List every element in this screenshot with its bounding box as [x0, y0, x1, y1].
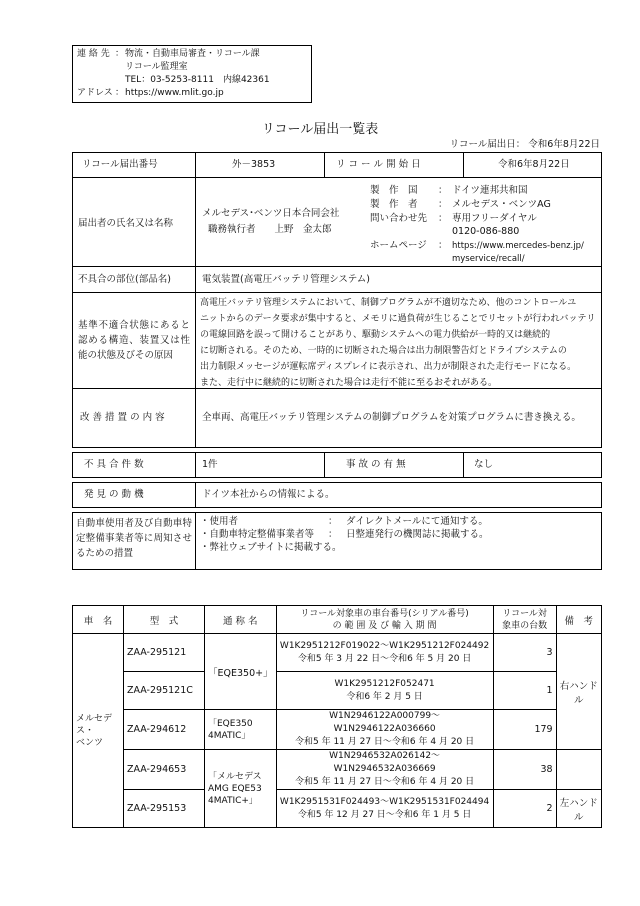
contact-tel: TEL：03-5253-8111 内線42361	[125, 75, 270, 85]
contact-dept2: リコール監理室	[125, 62, 188, 72]
part-label: 不具合の部位(部品名)	[78, 274, 171, 285]
table-row: ZAA-294653 「メルセデスAMG EQE53 4MATIC+」 W1N2946532A026142～W1N2946532A036669 令和5 年 11 月 27 日～令和6 年 4 月 20 日 38	[73, 750, 602, 790]
table-row: ZAA-295121C W1K2951212F052471 令和6 年 2 月 5 日 1	[73, 672, 602, 710]
recall-number-label: リコール届出番号	[82, 159, 158, 170]
defect-count: 1件	[202, 459, 218, 470]
table-row: ZAA-294612 「EQE350 4MATIC」 W1N2946122A000799～W1N2946122A036660 令和5 年 11 月 27 日～令和6 年 4 月 20 日 179	[73, 710, 602, 750]
vehicle-table-header: 車 名 型 式 通 称 名 リコール対象車の車台番号(シリアル番号) の 範 囲 及 び 輸 入 期 間 リコール対 象車の台数 備 考	[73, 606, 602, 634]
table-row: メルセデス・ ベンツ ZAA-295121 「EQE350+」 W1K2951212F019022～W1K2951212F024492 令和5 年 3 月 22 日～令和6 年 5 月 20 日 3 右ハンドル	[73, 634, 602, 672]
measure-label: 改 善 措 置 の 内 容	[80, 412, 165, 423]
accident-label: 事 故 の 有 無	[346, 459, 406, 470]
start-date: 令和6年8月22日	[498, 159, 570, 170]
maker-cell: メルセデス・ ベンツ	[73, 634, 124, 828]
manufacturer-label: 製 作 者	[370, 199, 418, 210]
notify-who-3: ・弊社ウェブサイトに掲載する。	[200, 542, 342, 553]
maker-country: ドイツ連邦共和国	[452, 185, 528, 196]
manufacturer: メルセデス・ベンツAG	[452, 199, 551, 210]
homepage-url-2[interactable]: myservice/recall/	[452, 254, 525, 264]
page-title: リコール届出一覧表	[261, 122, 379, 137]
contact-dept1: 物流・自動車局審査・リコール課	[125, 49, 260, 59]
filer-name: メルセデス･ベンツ日本合同会社	[202, 208, 340, 219]
part: 電気装置(高電圧バッテリ管理システム)	[202, 274, 370, 285]
homepage-url[interactable]: https://www.mercedes-benz.jp/	[452, 241, 584, 251]
phone: 0120-086-880	[452, 226, 520, 237]
notify-how-1: ダイレクトメールにて通知する。	[346, 516, 488, 527]
discovery: ドイツ本社からの情報による。	[202, 489, 335, 500]
measure: 全車両、高電圧バッテリ管理システムの制御プログラムを対策プログラムに書き換える。	[202, 412, 581, 423]
contact-label: 連 絡 先	[77, 49, 110, 59]
maker-country-label: 製 作 国	[370, 185, 418, 196]
filing-date: リコール届出日： 令和6年8月22日	[449, 139, 600, 150]
accident: なし	[474, 459, 494, 470]
defect-count-label: 不 具 合 件 数	[84, 459, 144, 470]
contact-box: 連 絡 先 ： 物流・自動車局審査・リコール課 リコール監理室 TEL：03-5253-8111 内線42361 アドレス ： https://www.mlit.go.jp	[72, 45, 312, 103]
start-date-label: リ コ ー ル 開 始 日	[336, 159, 421, 170]
notify-who-1: ・使用者	[200, 516, 239, 527]
filer-label: 届出者の氏名又は名称	[78, 218, 174, 229]
notify-label: 自動車使用者及び自動車特定整備事業者等に周知させるための措置	[76, 518, 192, 559]
address-label: アドレス	[77, 88, 113, 98]
vehicle-table	[72, 605, 602, 828]
basis-text: 高電圧バッテリ管理システムにおいて、制御プログラムが不適切なため、他のコントロールユ ニットからのデータ要求が集中すると、メモリに過負荷が生じることでリセットが行われバッテリ の電線回路を誤って開けることがあり、駆動システムへの電力供給が一時的又は継続的 に切断される。そのため、一時的に切断された場合は出力制限警告灯とドライブシステムの 出力制限メッセージが運転席ディスプレイに表示され、出力が制限された走行モードになる。 また、走行中に継続的に切断された場合は走行不能に至るおそれがある。	[200, 298, 596, 388]
recall-number: 外－3853	[232, 159, 276, 170]
basis-label: 基準不適合状態にあると認める構造、装置又は性能の状態及びその原因	[78, 320, 190, 361]
contact-url: https://www.mlit.go.jp	[125, 88, 224, 98]
discovery-label: 発 見 の 動 機	[84, 489, 144, 500]
homepage-label: ホームページ	[370, 240, 427, 251]
filer-representative: 職務執行者 上野 金太郎	[208, 224, 332, 235]
notify-how-2: 日整連発行の機関誌に掲載する。	[346, 529, 489, 540]
inquiry: 専用フリーダイヤル	[452, 213, 537, 224]
table-row: ZAA-295153 W1K2951531F024493～W1K2951531F024494 令和5 年 12 月 27 日～令和6 年 1 月 5 日 2 左ハンドル	[73, 790, 602, 828]
notify-who-2: ・自動車特定整備事業者等	[200, 529, 315, 540]
inquiry-label: 問い合わせ先	[370, 213, 428, 224]
